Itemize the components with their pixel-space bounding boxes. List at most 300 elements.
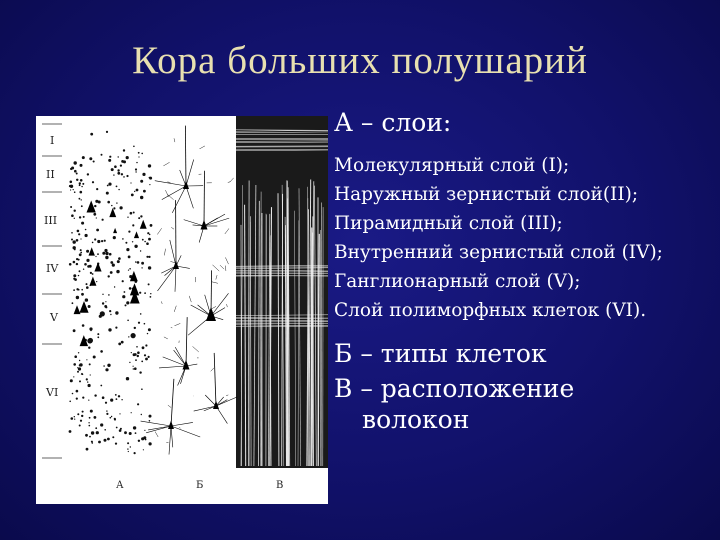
cell-body	[129, 268, 131, 270]
dendrite	[204, 214, 225, 226]
cell-body	[147, 232, 149, 234]
pyramidal-cell	[74, 305, 81, 314]
dendrite	[211, 308, 225, 316]
cell-body	[82, 397, 84, 399]
cell-body	[141, 414, 142, 415]
cell-body	[148, 238, 151, 241]
neurite-fragment	[164, 249, 165, 256]
neurite-fragment	[227, 304, 228, 307]
cell-body	[145, 344, 147, 346]
dendrite	[180, 170, 186, 186]
neurite-fragment	[167, 194, 173, 199]
cell-body	[81, 186, 82, 187]
dendrite	[216, 406, 227, 424]
cell-body	[134, 353, 137, 356]
cell-body	[70, 181, 73, 184]
cell-body	[135, 261, 137, 263]
cell-body	[110, 417, 112, 419]
cell-body	[89, 436, 91, 438]
cell-body	[131, 194, 134, 197]
cell-body	[80, 164, 83, 167]
cell-body	[80, 420, 82, 422]
apical-dendrite	[186, 317, 187, 366]
fiber-arrangement-item-continued: волокон	[362, 405, 470, 434]
cell-body	[88, 347, 90, 349]
cell-body	[129, 287, 132, 290]
cell-body	[86, 259, 89, 262]
cell-body	[120, 428, 122, 430]
cell-body	[69, 401, 71, 403]
cell-body	[133, 426, 136, 429]
layer-item: Внутренний зернистый слой (IV);	[334, 242, 663, 263]
cell-body	[148, 328, 151, 331]
cell-body	[89, 363, 91, 365]
neurite-fragment	[163, 162, 169, 166]
cell-body	[149, 415, 152, 418]
cell-body	[111, 416, 112, 417]
cell-body	[144, 241, 146, 243]
cell-body	[83, 269, 84, 270]
cell-body	[89, 265, 92, 268]
cell-body	[143, 449, 144, 450]
neurite-fragment	[168, 405, 171, 407]
cell-body	[100, 385, 102, 387]
cell-body	[81, 222, 84, 225]
cell-body	[96, 431, 99, 434]
cell-body	[89, 157, 92, 160]
dendrite	[171, 426, 200, 437]
cell-body	[82, 411, 84, 413]
cell-body	[116, 186, 118, 188]
cell-body	[141, 267, 142, 268]
cell-body	[86, 448, 89, 451]
cell-body	[113, 207, 115, 209]
cell-body	[97, 253, 99, 255]
cell-body	[74, 218, 75, 219]
neurite-fragment	[166, 442, 168, 443]
cell-body	[86, 359, 87, 360]
cell-body	[110, 261, 113, 264]
column-label-a: А	[116, 480, 124, 491]
cell-body	[78, 352, 79, 353]
cell-body	[111, 205, 112, 206]
cell-body	[92, 442, 94, 444]
layer-label-5: V	[50, 311, 58, 324]
cell-body	[118, 156, 119, 157]
cell-body	[131, 333, 136, 338]
dendrite	[169, 426, 171, 455]
cell-body	[128, 270, 129, 271]
neurite-fragment	[193, 346, 199, 352]
cell-body	[115, 311, 118, 314]
cell-body	[107, 201, 110, 204]
layer-label-3: III	[44, 214, 58, 227]
cell-body	[131, 412, 132, 413]
cell-body	[96, 229, 99, 232]
cell-body	[134, 327, 136, 329]
cell-body	[110, 314, 111, 315]
cell-body	[149, 177, 152, 180]
cell-body	[121, 399, 122, 400]
neurite-fragment	[165, 190, 168, 197]
cell-body	[80, 238, 81, 239]
cell-body	[108, 294, 110, 296]
cell-body	[94, 416, 97, 419]
cell-body	[79, 270, 81, 272]
pyramidal-cell	[94, 262, 101, 271]
cell-body	[107, 438, 110, 441]
cell-body	[76, 398, 78, 400]
cell-body	[92, 273, 94, 275]
cell-body	[95, 256, 96, 257]
cell-body	[118, 343, 121, 346]
layer-list	[334, 151, 714, 325]
cell-body	[128, 256, 130, 258]
layer-label-4: IV	[46, 262, 59, 275]
cell-body	[126, 156, 129, 159]
cell-body	[135, 171, 136, 172]
cell-body	[79, 216, 81, 218]
cell-body	[113, 174, 114, 175]
cell-body	[70, 206, 72, 208]
neurite-fragment	[174, 138, 175, 142]
cell-body	[101, 240, 103, 242]
cortex-layers-illustration	[36, 116, 328, 504]
dendrite	[175, 347, 186, 366]
cell-body	[74, 191, 76, 193]
cell-body	[97, 333, 99, 335]
cell-body	[148, 283, 150, 285]
cell-body	[115, 394, 117, 396]
cell-body	[116, 270, 119, 273]
cell-body	[117, 260, 120, 263]
cell-body	[138, 217, 140, 219]
cell-body	[104, 240, 106, 242]
cell-body	[116, 398, 118, 400]
cell-body	[124, 291, 126, 293]
cell-body	[121, 160, 124, 163]
cell-body	[143, 190, 146, 193]
layer-label-6: VI	[46, 386, 59, 399]
dendrite	[155, 181, 186, 186]
cell-body	[95, 200, 98, 203]
cell-body	[86, 286, 89, 289]
cell-body	[100, 311, 105, 316]
cell-body	[78, 367, 81, 370]
cell-body	[94, 205, 96, 207]
cell-body	[114, 165, 117, 168]
cell-body	[74, 416, 75, 417]
cell-body	[150, 224, 153, 227]
pyramidal-cell	[140, 220, 147, 229]
fiber-arrangement-item: В – расположение	[334, 374, 575, 403]
layer-item: Наружный зернистый слой(II);	[334, 184, 639, 205]
pyramidal-cell	[89, 247, 95, 255]
cell-body	[142, 346, 145, 349]
cell-body	[116, 427, 118, 429]
cell-body	[126, 377, 129, 380]
cell-body	[100, 350, 103, 353]
cell-body	[122, 280, 124, 282]
dendrite	[158, 266, 177, 291]
cell-body	[107, 364, 110, 367]
cell-body	[150, 296, 152, 298]
cell-body	[105, 301, 106, 302]
cell-body	[90, 410, 93, 413]
cell-body	[105, 402, 107, 404]
cell-body	[93, 161, 95, 163]
cell-body	[79, 182, 81, 184]
cell-body	[96, 217, 97, 218]
cell-body	[137, 351, 140, 354]
cell-body	[78, 233, 80, 235]
cell-body	[146, 256, 148, 258]
cell-body	[118, 395, 120, 397]
cell-body	[141, 361, 143, 363]
cell-body	[74, 170, 77, 173]
neurite-fragment	[164, 337, 168, 339]
pyramidal-cell	[113, 228, 117, 233]
cell-body	[74, 355, 77, 358]
cell-body	[130, 182, 131, 183]
cell-body	[109, 253, 112, 256]
cell-body	[87, 381, 88, 382]
cell-body	[73, 189, 74, 190]
cell-body	[80, 179, 83, 182]
cell-body	[85, 434, 88, 437]
cell-body	[70, 168, 72, 170]
cell-body	[127, 448, 128, 449]
neurite-fragment	[167, 182, 170, 183]
cell-body	[71, 417, 74, 420]
cell-body	[95, 427, 97, 429]
cell-body	[81, 373, 82, 374]
cell-body	[149, 442, 152, 445]
dendrite	[204, 218, 229, 226]
cell-body	[132, 241, 133, 242]
cell-body	[126, 175, 128, 177]
cell-body	[119, 413, 120, 414]
cell-body	[96, 281, 97, 282]
cell-body	[124, 431, 127, 434]
cell-body	[73, 274, 76, 277]
neurite-fragment	[211, 306, 216, 309]
cell-body	[105, 256, 108, 259]
neurite-fragment	[211, 368, 214, 371]
cell-body	[73, 289, 75, 291]
cell-body	[81, 199, 82, 200]
cell-body	[138, 322, 140, 324]
cell-body	[144, 323, 146, 325]
cell-body	[134, 245, 137, 248]
cell-body	[114, 418, 116, 420]
cell-body	[92, 181, 94, 183]
cell-body	[77, 413, 79, 415]
apical-dendrite	[185, 126, 186, 186]
cell-body	[120, 206, 123, 209]
cell-body	[90, 374, 91, 375]
cell-body	[89, 417, 91, 419]
cell-body	[122, 238, 124, 240]
cell-body	[149, 184, 150, 185]
dendrite	[175, 266, 176, 292]
neurite-fragment	[225, 229, 229, 235]
cell-body	[71, 232, 73, 234]
cell-body	[76, 179, 78, 181]
dendrite	[178, 366, 186, 386]
cell-body	[88, 400, 89, 401]
cell-body	[90, 133, 93, 136]
layers-header: А – слои:	[334, 108, 452, 137]
cell-body	[129, 362, 130, 363]
cell-body	[82, 156, 85, 159]
cell-body	[76, 288, 78, 290]
cell-body	[135, 432, 137, 434]
cell-body	[133, 368, 134, 369]
cell-body	[118, 189, 119, 190]
cell-body	[148, 356, 150, 358]
cell-body	[106, 192, 109, 195]
neurite-fragment	[200, 146, 205, 149]
cell-body	[109, 310, 111, 312]
neurite-fragment	[220, 265, 224, 269]
cell-body	[72, 393, 74, 395]
cell-body	[79, 364, 81, 366]
cell-body	[105, 368, 108, 371]
cell-body	[112, 264, 115, 267]
cell-body	[94, 394, 96, 396]
cell-body	[140, 196, 143, 199]
cell-body	[80, 249, 82, 251]
cell-body	[137, 261, 140, 264]
cell-body	[70, 379, 73, 382]
cell-body	[76, 173, 78, 175]
cell-body	[125, 242, 127, 244]
cell-body	[104, 429, 106, 431]
cell-body	[141, 153, 143, 155]
cell-body	[138, 156, 139, 157]
layer-item: Молекулярный слой (I);	[334, 155, 570, 176]
cell-body	[78, 275, 79, 276]
cell-body	[120, 165, 122, 167]
cell-body	[86, 250, 89, 253]
cell-body	[88, 384, 91, 387]
cell-body	[146, 242, 149, 245]
cell-body	[85, 229, 87, 231]
cell-body	[148, 256, 150, 258]
cell-body	[115, 327, 117, 329]
dendrite	[186, 160, 194, 187]
cell-body	[132, 224, 134, 226]
cell-body	[80, 252, 82, 254]
cell-body	[113, 236, 116, 239]
cell-body	[105, 252, 108, 255]
cell-body	[128, 451, 129, 452]
cell-body	[81, 289, 83, 291]
cell-body	[133, 366, 134, 367]
cell-body	[121, 341, 124, 344]
neurite-fragment	[189, 296, 191, 302]
radial-fiber	[262, 213, 263, 466]
cell-body	[121, 173, 123, 175]
cell-body	[102, 294, 103, 295]
column-label-b: Б	[196, 480, 204, 491]
cell-body	[79, 253, 82, 256]
cell-body	[69, 185, 71, 187]
cell-body	[82, 324, 85, 327]
layer-item: Слой полиморфных клеток (VI).	[334, 300, 647, 321]
cell-body	[73, 376, 74, 377]
cell-body	[140, 250, 141, 251]
cell-body	[108, 275, 110, 277]
cell-body	[105, 250, 107, 252]
cell-body	[90, 330, 92, 332]
cell-body	[89, 425, 91, 427]
apical-dendrite	[214, 353, 216, 406]
dendrite	[216, 397, 237, 406]
cell-body	[76, 296, 79, 299]
cell-body	[137, 403, 139, 405]
cell-body	[80, 191, 83, 194]
cell-body	[85, 298, 88, 301]
dendrite	[159, 366, 186, 368]
cell-body	[96, 188, 98, 190]
cell-body	[74, 161, 77, 164]
cell-body	[73, 261, 76, 264]
cell-body	[149, 234, 150, 235]
cell-body	[148, 266, 151, 269]
neurite-fragment	[213, 265, 220, 271]
dendrite	[171, 422, 193, 426]
cell-body	[76, 263, 78, 265]
dendrite	[205, 395, 216, 406]
cell-body	[94, 238, 96, 240]
cell-body	[88, 305, 91, 308]
cell-body	[83, 216, 85, 218]
dendrite	[141, 421, 171, 426]
neurite-fragment	[155, 432, 158, 437]
dendrite	[186, 186, 193, 208]
cell-body	[108, 328, 111, 331]
cell-body	[93, 213, 96, 216]
dendrite	[211, 293, 229, 316]
pyramidal-cell	[89, 277, 96, 286]
cell-body	[127, 217, 128, 218]
cell-body	[106, 410, 107, 411]
neurite-fragment	[225, 257, 228, 264]
neurite-fragment	[175, 323, 181, 325]
cell-body	[110, 399, 113, 402]
cell-body	[141, 388, 143, 390]
neurite-fragment	[174, 306, 176, 312]
column-label-v: В	[276, 480, 284, 491]
cell-body	[97, 336, 99, 338]
neurite-fragment	[226, 395, 228, 396]
cell-body	[135, 359, 137, 361]
neurite-fragment	[225, 266, 226, 271]
layer-item: Пирамидный слой (III);	[334, 213, 563, 234]
cell-body	[107, 185, 109, 187]
cell-body	[76, 390, 79, 393]
cell-body	[141, 262, 144, 265]
cell-body	[127, 442, 129, 444]
cell-body	[126, 248, 129, 251]
cell-body	[73, 363, 76, 366]
cell-body	[71, 214, 74, 217]
cell-body	[73, 329, 76, 332]
cell-body	[71, 239, 73, 241]
cell-body	[139, 371, 141, 373]
